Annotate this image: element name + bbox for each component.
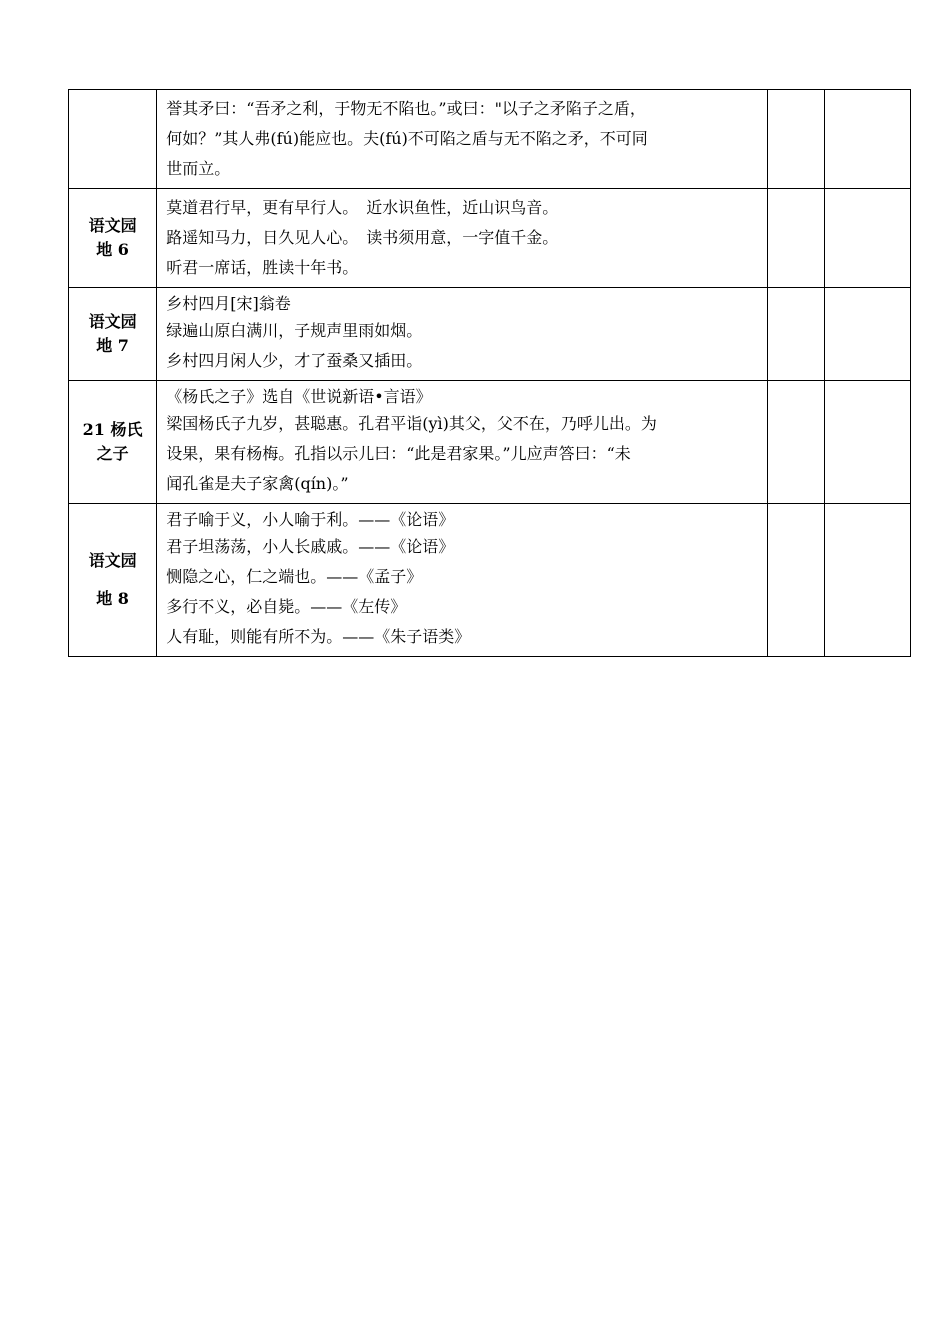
content-line: 君子坦荡荡，小人长戚戚。——《论语》 — [166, 537, 455, 556]
check-cell — [767, 189, 824, 288]
table-row — [69, 90, 911, 189]
content-line: 莫道君行早，更有早行人。 近水识鱼性，近山识鸟音。 — [166, 198, 559, 217]
content-line: 路遥知马力，日久见人心。 读书须用意，一字值千金。 — [166, 228, 559, 247]
check-cell — [767, 504, 824, 657]
table-row — [69, 189, 911, 288]
sign-cell — [824, 381, 910, 504]
row-label: 之子 — [96, 444, 129, 463]
row-label: 21 杨氏 — [82, 420, 143, 439]
content-line: 誉其矛曰：“吾矛之利，于物无不陷也。”或曰："以子之矛陷子之盾， — [166, 99, 646, 118]
table-row — [69, 381, 911, 504]
content-line: 多行不义，必自毙。——《左传》 — [166, 597, 407, 616]
row-label: 语文园 — [88, 312, 137, 331]
row-label: 语文园 — [88, 551, 137, 570]
check-cell — [767, 381, 824, 504]
content-line: 梁国杨氏子九岁，甚聪惠。孔君平诣(yì)其父，父不在，乃呼儿出。为 — [166, 414, 657, 433]
content-line: 世而立。 — [166, 159, 231, 178]
check-cell — [767, 288, 824, 381]
table-row — [69, 288, 911, 381]
content-line: 闻孔雀是夫子家禽(qín)。” — [166, 474, 349, 493]
content-line: 恻隐之心，仁之端也。——《孟子》 — [166, 567, 423, 586]
content-line: 乡村四月闲人少，才了蚕桑又插田。 — [166, 351, 423, 370]
check-cell — [767, 90, 824, 189]
row-content-cell — [157, 90, 767, 189]
table-row — [69, 504, 911, 657]
content-line: 绿遍山原白满川，子规声里雨如烟。 — [166, 321, 423, 340]
row-label: 地 8 — [96, 589, 129, 608]
row-label: 地 7 — [96, 336, 129, 355]
content-line: 设果，果有杨梅。孔指以示儿曰：“此是君家果。”儿应声答曰：“未 — [166, 444, 631, 463]
row-label-cell — [69, 381, 157, 504]
content-line: 听君一席话，胜读十年书。 — [166, 258, 359, 277]
row-label: 地 6 — [96, 240, 129, 259]
row-content-cell — [157, 504, 767, 657]
row-label-cell — [69, 288, 157, 381]
row-content-cell — [157, 288, 767, 381]
content-line: 何如？”其人弗(fú)能应也。夫(fú)不可陷之盾与无不陷之矛，不可同 — [166, 129, 648, 148]
row-label: 语文园 — [88, 216, 137, 235]
sign-cell — [824, 189, 910, 288]
sign-cell — [824, 90, 910, 189]
sign-cell — [824, 288, 910, 381]
row-content-cell — [157, 381, 767, 504]
recitation-table — [68, 89, 911, 657]
sign-cell — [824, 504, 910, 657]
row-label-cell — [69, 189, 157, 288]
content-line: 《杨氏之子》选自《世说新语•言语》 — [166, 387, 432, 406]
content-line: 乡村四月[宋]翁卷 — [166, 294, 291, 313]
content-line: 人有耻，则能有所不为。——《朱子语类》 — [166, 627, 471, 646]
row-content-cell — [157, 189, 767, 288]
row-label-cell — [69, 90, 157, 189]
content-line: 君子喻于义，小人喻于利。——《论语》 — [166, 510, 455, 529]
row-label-cell — [69, 504, 157, 657]
